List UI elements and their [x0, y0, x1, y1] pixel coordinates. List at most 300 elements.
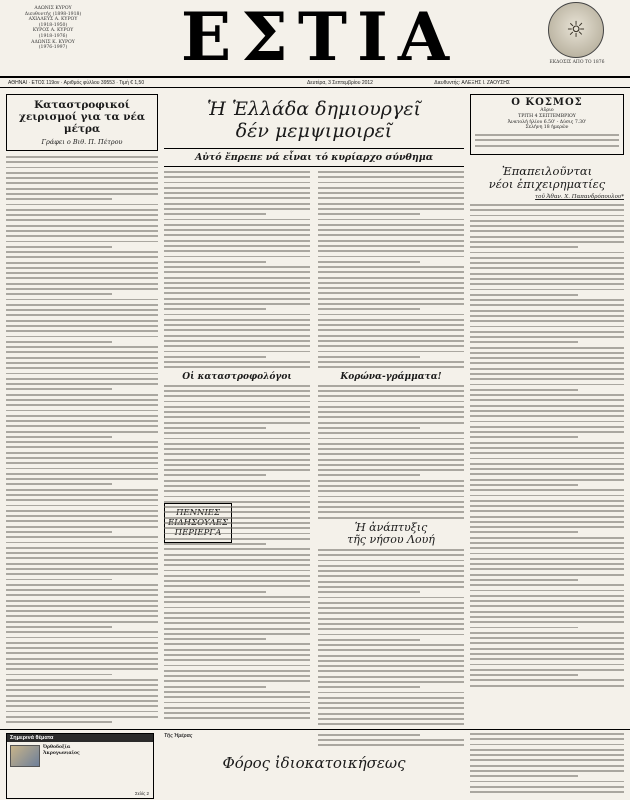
- text-line: [164, 643, 310, 645]
- text-line: [470, 791, 624, 793]
- text-line: [470, 484, 578, 486]
- right-headline-line: νέοι ἐπιχειρηματίες: [488, 177, 606, 192]
- text-line: [6, 320, 158, 322]
- text-line: [164, 575, 310, 577]
- main-headline-line: Ἡ Ἑλλάδα δημιουργεῖ: [207, 98, 421, 120]
- text-line: [470, 405, 624, 407]
- text-line: [318, 634, 464, 636]
- text-line: [470, 384, 624, 386]
- topic-title: Ἀκρογωνιαῖος: [43, 750, 80, 756]
- founders-list: [8, 6, 98, 51]
- text-line: [164, 266, 310, 268]
- text-line: [470, 563, 624, 565]
- text-line: [318, 335, 464, 337]
- text-line: [470, 368, 624, 370]
- text-line: [164, 234, 310, 236]
- left-article-headline[interactable]: Καταστροφικοί χειρισμοί για τα νέα μέτρα: [19, 99, 145, 135]
- text-line: [164, 702, 310, 704]
- text-line: [318, 261, 420, 263]
- text-line: [6, 161, 158, 163]
- text-line: [6, 679, 158, 681]
- text-line: [318, 229, 464, 231]
- text-line: [318, 511, 464, 513]
- text-line: [318, 517, 464, 519]
- text-line: [164, 543, 266, 545]
- text-line: [470, 273, 624, 275]
- text-line: [318, 565, 464, 567]
- text-line: [470, 590, 624, 592]
- text-line: [6, 219, 158, 221]
- text-line: [6, 457, 158, 459]
- text-line: [6, 462, 158, 464]
- text-line: [6, 404, 158, 406]
- text-line: [164, 213, 266, 215]
- text-line: [164, 443, 310, 445]
- text-line: [470, 230, 624, 232]
- text-line: [6, 351, 158, 353]
- text-line: [6, 225, 158, 227]
- text-line: [6, 198, 112, 200]
- text-line: [6, 510, 158, 512]
- masthead: [0, 0, 630, 80]
- text-line: [470, 209, 624, 211]
- text-line: [318, 432, 464, 434]
- text-line: [6, 251, 158, 253]
- text-line: [6, 589, 158, 591]
- text-line: [318, 474, 420, 476]
- text-line: [164, 501, 310, 503]
- text-line: [6, 436, 112, 438]
- text-line: [470, 299, 624, 301]
- text-line: [164, 485, 310, 487]
- text-line: [164, 707, 310, 709]
- text-line: [318, 203, 464, 205]
- text-line: [475, 134, 619, 136]
- sub-headline: Αὐτό ἔπρεπε νά εἶναι τό κυρίαρχο σύνθημα: [164, 148, 464, 167]
- bottom-headline[interactable]: Φόρος ἰδιοκατοικήσεως: [222, 754, 406, 772]
- text-line: [6, 431, 158, 433]
- text-line: [318, 245, 464, 247]
- text-line: [164, 401, 310, 403]
- left-column: [6, 94, 158, 729]
- text-line: [318, 250, 464, 252]
- text-line: [470, 315, 624, 317]
- center-text-column-1: [164, 171, 310, 750]
- text-line: [470, 568, 624, 570]
- kosmos-body: [475, 134, 619, 146]
- text-line: [318, 266, 464, 268]
- center-text-column-2: [318, 171, 464, 750]
- text-line: [470, 225, 624, 227]
- text-line: [164, 395, 310, 397]
- text-line: [318, 271, 464, 273]
- text-line: [318, 560, 464, 562]
- text-line: [6, 642, 158, 644]
- text-line: [318, 298, 464, 300]
- text-line: [6, 652, 158, 654]
- text-line: [318, 607, 464, 609]
- left-article-byline: Γράφει ο Βιθ. Π. Πέτρου: [41, 138, 123, 146]
- text-line: [6, 425, 158, 427]
- kosmos-title: Ο ΚΟΣΜΟΣ: [511, 97, 583, 108]
- text-line: [470, 537, 624, 539]
- text-line: [164, 340, 310, 342]
- text-line: [6, 288, 158, 290]
- text-line: [6, 663, 158, 665]
- text-line: [470, 252, 624, 254]
- text-line: [164, 670, 310, 672]
- text-line: [318, 208, 464, 210]
- page-reference: Σελίς 2: [135, 791, 149, 796]
- text-line: [164, 208, 310, 210]
- text-line: [318, 219, 464, 221]
- text-line: [164, 506, 310, 508]
- text-line: [6, 394, 158, 396]
- text-line: [6, 204, 158, 206]
- text-line: [318, 401, 464, 403]
- text-line: [164, 390, 310, 392]
- text-line: [164, 638, 266, 640]
- section-heading: Οἱ καταστροφολόγοι: [182, 371, 292, 382]
- text-line: [6, 478, 158, 480]
- text-line: [318, 385, 464, 387]
- text-line: [164, 361, 310, 363]
- text-line: [6, 542, 158, 544]
- section-heading-line: Ἡ ἀνάπτυξις: [354, 521, 428, 534]
- text-line: [6, 647, 158, 649]
- founder-line: (1918-1976): [38, 33, 68, 39]
- founder-line: ΑΔΩΝΙΣ ΚΥΡΟΥ: [34, 6, 72, 11]
- text-line: [470, 347, 624, 349]
- text-line: [164, 345, 310, 347]
- text-line: [164, 282, 310, 284]
- text-line: [164, 197, 310, 199]
- text-line: [164, 432, 310, 434]
- text-line: [470, 648, 624, 650]
- text-line: [6, 605, 158, 607]
- text-line: [318, 480, 464, 482]
- text-line: [6, 367, 158, 369]
- text-line: [6, 209, 158, 211]
- text-line: [164, 622, 310, 624]
- article-body: [164, 385, 310, 498]
- text-line: [470, 786, 624, 788]
- text-line: [164, 277, 310, 279]
- text-line: [164, 533, 310, 535]
- text-line: [6, 721, 112, 723]
- text-line: [164, 448, 310, 450]
- text-line: [470, 627, 578, 629]
- text-line: [164, 187, 310, 189]
- text-line: [164, 422, 310, 424]
- text-line: [470, 341, 578, 343]
- text-line: [470, 749, 624, 751]
- text-line: [164, 261, 266, 263]
- article-body: [318, 549, 464, 746]
- text-line: [470, 531, 578, 533]
- text-line: [164, 659, 310, 661]
- text-line: [6, 341, 112, 343]
- text-line: [470, 505, 624, 507]
- text-line: [6, 600, 158, 602]
- text-line: [470, 452, 624, 454]
- text-line: [6, 695, 158, 697]
- text-line: [470, 765, 624, 767]
- text-line: [6, 536, 158, 538]
- text-line: [470, 241, 624, 243]
- text-line: [164, 459, 310, 461]
- text-line: [318, 366, 464, 368]
- text-line: [470, 310, 624, 312]
- todays-topics-box: [6, 733, 154, 799]
- text-line: [318, 182, 464, 184]
- text-line: [6, 172, 158, 174]
- text-line: [164, 686, 266, 688]
- text-line: [470, 415, 624, 417]
- text-line: [164, 675, 310, 677]
- text-line: [6, 468, 158, 470]
- text-line: [318, 660, 464, 662]
- text-line: [6, 246, 112, 248]
- text-line: [164, 256, 310, 258]
- text-line: [6, 441, 158, 443]
- text-line: [6, 621, 158, 623]
- text-line: [470, 378, 624, 380]
- text-line: [470, 733, 624, 735]
- text-line: [164, 351, 310, 353]
- text-line: [6, 668, 158, 670]
- text-line: [470, 357, 624, 359]
- text-line: [6, 700, 158, 702]
- text-line: [470, 326, 624, 328]
- text-line: [318, 639, 420, 641]
- kosmos-line: Σελήνη 18 ἡμερῶν: [525, 125, 569, 131]
- text-line: [318, 324, 464, 326]
- emblem-icon: ☼: [548, 2, 604, 58]
- right-column: [470, 94, 624, 729]
- text-line: [6, 658, 158, 660]
- text-line: [470, 495, 624, 497]
- text-line: [164, 612, 310, 614]
- text-line: [6, 483, 112, 485]
- text-line: [318, 171, 464, 173]
- text-line: [6, 615, 158, 617]
- text-line: [318, 469, 464, 471]
- text-line: [318, 395, 464, 397]
- text-line: [164, 171, 310, 173]
- text-line: [164, 250, 310, 252]
- text-line: [6, 299, 158, 301]
- text-line: [318, 602, 464, 604]
- newspaper-title: ΕΣΤΙΑ: [180, 0, 460, 76]
- bottom-section: [0, 729, 630, 800]
- main-headline[interactable]: [164, 94, 464, 148]
- text-line: [164, 219, 310, 221]
- text-line: [470, 781, 624, 783]
- text-line: [6, 547, 158, 549]
- right-article-byline: τοῦ Ἀθαν. Χ. Παπανδρόπουλου*: [535, 194, 624, 201]
- text-line: [475, 145, 619, 147]
- text-line: [6, 626, 112, 628]
- todays-topics-title: Σημερινά θέματα: [7, 734, 153, 742]
- text-line: [318, 351, 464, 353]
- kosmos-box: [470, 94, 624, 155]
- text-line: [6, 362, 158, 364]
- founder-line: Διευθυντής (1898-1918): [24, 11, 82, 17]
- text-line: [318, 644, 464, 646]
- text-line: [470, 574, 624, 576]
- text-line: [164, 628, 310, 630]
- section-heading-large[interactable]: [318, 522, 464, 546]
- text-line: [318, 628, 464, 630]
- text-line: [318, 314, 464, 316]
- founder-line: ΑΧΙΛΛΕΥΣ Α. ΚΥΡΟΥ: [28, 17, 78, 23]
- text-line: [6, 489, 158, 491]
- text-line: [470, 331, 624, 333]
- text-line: [470, 642, 624, 644]
- text-line: [470, 320, 624, 322]
- text-line: [470, 664, 624, 666]
- bottom-article-header: [164, 733, 464, 739]
- section-heading: Κορώνα-γράμματα!: [340, 371, 442, 382]
- text-line: [164, 308, 266, 310]
- topic-item[interactable]: [7, 742, 153, 767]
- text-line: [6, 446, 158, 448]
- text-line: [470, 637, 624, 639]
- text-line: [470, 389, 578, 391]
- text-line: [470, 558, 624, 560]
- text-line: [318, 427, 420, 429]
- text-line: [318, 438, 464, 440]
- text-line: [6, 167, 158, 169]
- text-line: [164, 464, 310, 466]
- text-line: [470, 294, 578, 296]
- text-line: [318, 197, 464, 199]
- text-line: [318, 655, 464, 657]
- text-line: [470, 584, 624, 586]
- text-line: [164, 245, 310, 247]
- kosmos-line: ΤΡΙΤΗ 4 ΣΕΠΤΕΜΒΡΙΟΥ: [518, 113, 576, 119]
- text-line: [164, 496, 310, 498]
- text-line: [470, 600, 624, 602]
- text-line: [318, 681, 464, 683]
- text-line: [318, 490, 464, 492]
- text-line: [318, 224, 464, 226]
- text-line: [318, 422, 464, 424]
- text-line: [6, 473, 158, 475]
- text-line: [164, 554, 310, 556]
- text-line: [318, 213, 420, 215]
- text-line: [164, 654, 310, 656]
- section-heading-line: τῆς νήσου Λουή: [347, 533, 435, 546]
- text-line: [164, 517, 310, 519]
- text-line: [6, 267, 158, 269]
- section-tag: Τῆς Ἡμέρας: [164, 733, 193, 739]
- text-line: [6, 277, 158, 279]
- text-line: [6, 357, 158, 359]
- text-line: [318, 586, 464, 588]
- text-line: [470, 595, 624, 597]
- text-line: [164, 303, 310, 305]
- text-line: [318, 287, 464, 289]
- text-line: [318, 665, 464, 667]
- text-line: [470, 632, 624, 634]
- text-line: [6, 584, 158, 586]
- article-body: [318, 171, 464, 368]
- text-line: [164, 490, 310, 492]
- text-line: [6, 684, 158, 686]
- text-line: [164, 324, 310, 326]
- text-line: [318, 496, 464, 498]
- text-line: [318, 692, 464, 694]
- right-article-headline[interactable]: [470, 165, 624, 191]
- text-line: [470, 236, 624, 238]
- main-headline-line: δέν μεμψιμοιρεῖ: [235, 120, 393, 142]
- text-line: [6, 325, 158, 327]
- text-line: [6, 309, 158, 311]
- text-line: [470, 542, 624, 544]
- text-line: [164, 229, 310, 231]
- text-line: [318, 549, 464, 551]
- text-line: [470, 204, 624, 206]
- text-line: [470, 336, 624, 338]
- text-line: [318, 575, 464, 577]
- text-line: [6, 705, 158, 707]
- left-article-header[interactable]: [6, 94, 158, 151]
- text-line: [164, 527, 310, 529]
- text-line: [470, 421, 624, 423]
- text-line: [318, 506, 464, 508]
- text-line: [164, 559, 310, 561]
- text-line: [470, 394, 624, 396]
- text-line: [164, 366, 310, 368]
- text-line: [6, 452, 158, 454]
- text-line: [6, 188, 158, 190]
- text-line: [318, 618, 464, 620]
- text-line: [164, 596, 310, 598]
- text-line: [6, 214, 158, 216]
- text-line: [470, 447, 624, 449]
- text-line: [470, 215, 624, 217]
- text-line: [318, 282, 464, 284]
- center-text-columns: [164, 171, 464, 750]
- text-line: [318, 176, 464, 178]
- issue-info: ΑΘΗΝΑΙ · ΕΤΟΣ 119ον · Αριθμός φύλλου 39553 · Τιμή € 1,50: [8, 80, 145, 86]
- kosmos-line: Αὔριο: [540, 108, 554, 113]
- text-line: [470, 775, 578, 777]
- text-line: [6, 304, 158, 306]
- text-line: [470, 431, 624, 433]
- text-line: [164, 649, 310, 651]
- founder-line: ΑΔΩΝΙΣ Κ. ΚΥΡΟΥ: [31, 39, 75, 45]
- text-line: [318, 187, 464, 189]
- text-line: [470, 352, 624, 354]
- text-line: [318, 612, 464, 614]
- text-line: [164, 511, 310, 513]
- text-line: [6, 293, 112, 295]
- text-line: [318, 649, 464, 651]
- text-line: [470, 458, 624, 460]
- text-line: [318, 718, 464, 720]
- text-line: [164, 696, 310, 698]
- text-line: [164, 335, 310, 337]
- text-line: [470, 685, 624, 687]
- text-line: [164, 385, 310, 387]
- text-line: [318, 361, 464, 363]
- text-line: [470, 653, 624, 655]
- text-line: [470, 605, 624, 607]
- text-line: [164, 240, 310, 242]
